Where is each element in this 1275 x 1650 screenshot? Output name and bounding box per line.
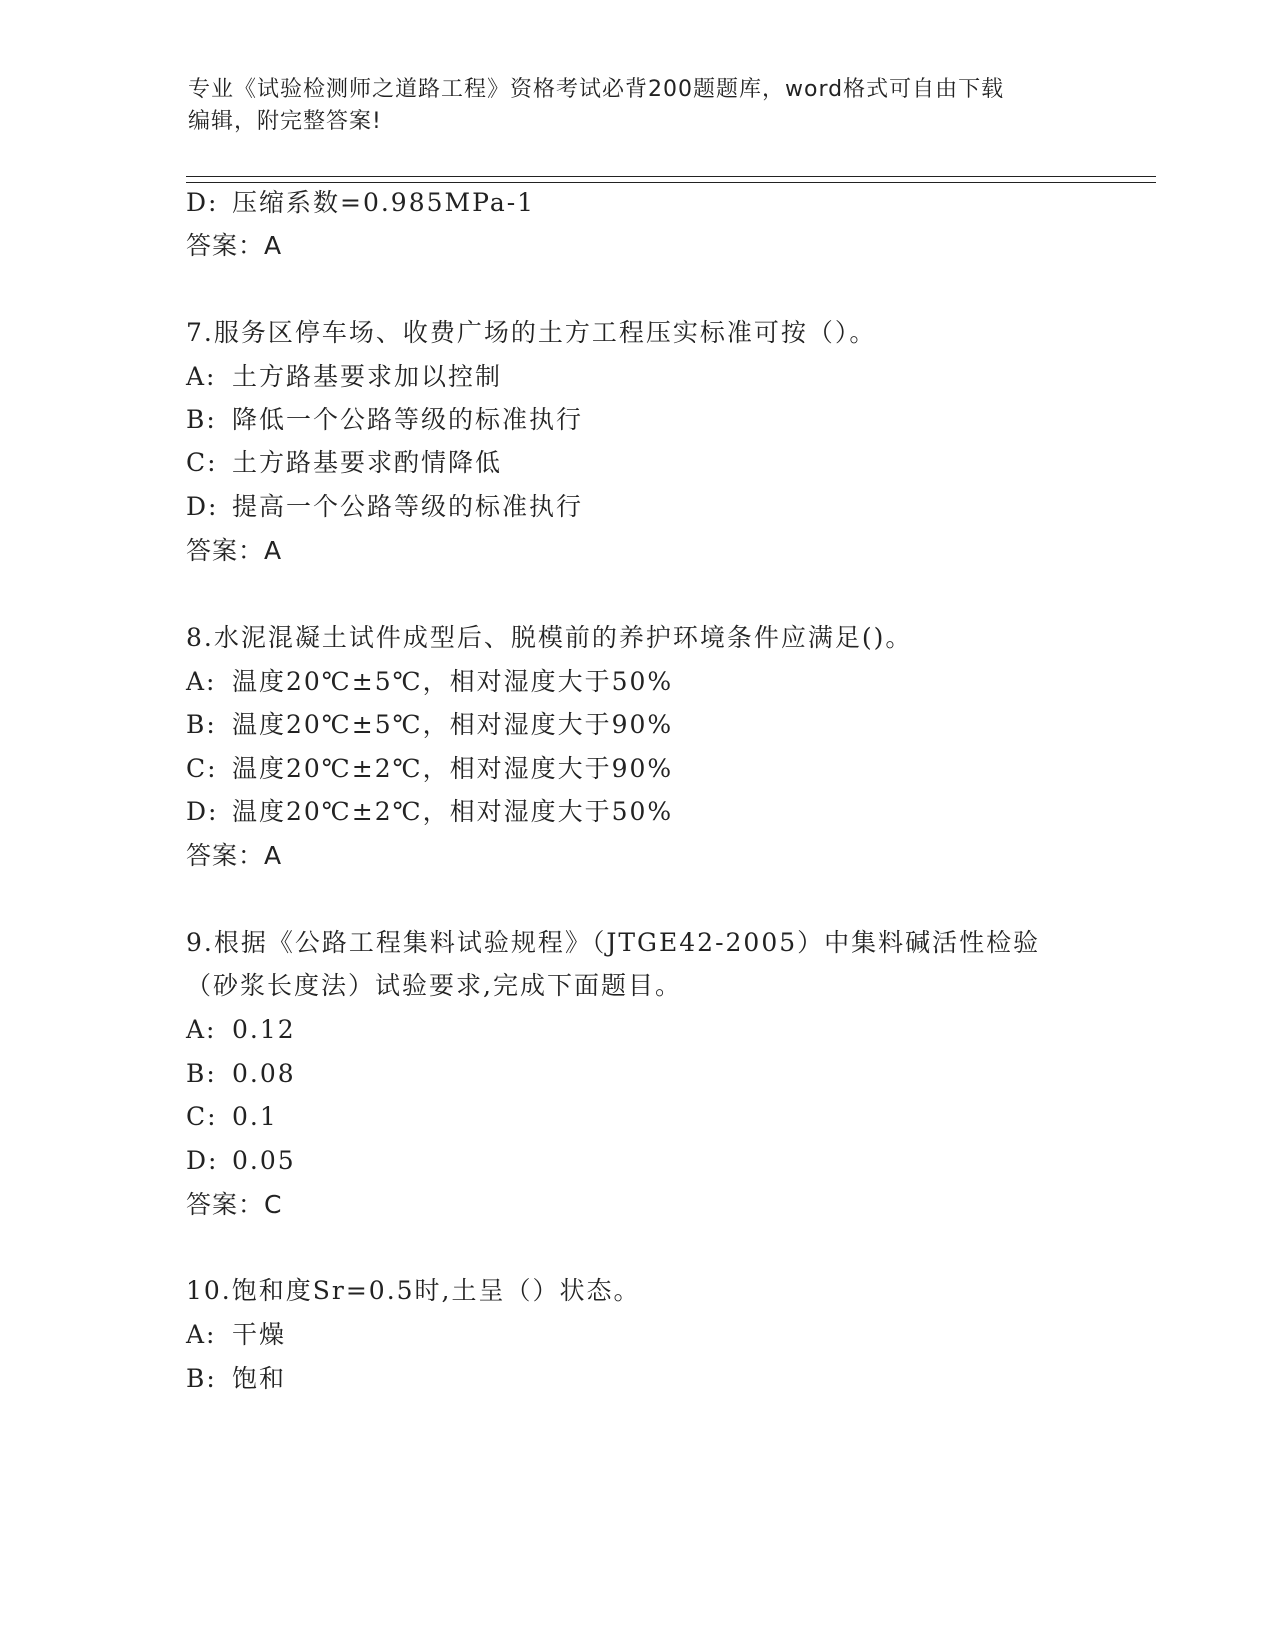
question-10-stem: 10.饱和度Sr=0.5时,土呈（）状态。: [186, 1276, 641, 1305]
option-text: 温度20℃±2℃，相对湿度大于90%: [232, 754, 674, 783]
option-label: C:: [186, 754, 218, 783]
question-7-stem: 7.服务区停车场、收费广场的土方工程压实标准可按（）。: [186, 318, 877, 347]
question-7-option-a: [186, 361, 502, 393]
question-8-option-d: [186, 796, 673, 828]
prev-answer: 答案：A: [186, 231, 283, 260]
question-7-answer: 答案：A: [186, 536, 283, 565]
option-text: 0.1: [232, 1102, 278, 1131]
document-header: [188, 74, 1068, 138]
option-text: 土方路基要求加以控制: [232, 362, 503, 391]
option-label: C:: [186, 448, 218, 477]
option-label: C:: [186, 1102, 218, 1131]
option-text: 温度20℃±5℃，相对湿度大于50%: [232, 667, 674, 696]
option-label: D:: [186, 188, 219, 217]
question-8-stem: 8.水泥混凝土试件成型后、脱模前的养护环境条件应满足()。: [186, 623, 913, 652]
option-text: 提高一个公路等级的标准执行: [232, 492, 584, 521]
option-label: D:: [186, 1146, 219, 1175]
option-label: B:: [186, 405, 217, 434]
option-text: 0.08: [232, 1059, 296, 1088]
option-label: A:: [186, 1320, 217, 1349]
option-text: 降低一个公路等级的标准执行: [232, 405, 584, 434]
question-9-option-c: [186, 1101, 278, 1133]
question-7-option-b: [186, 404, 583, 436]
question-9-stem-line-1: 9.根据《公路工程集料试验规程》（JTGE42-2005）中集料碱活性检验: [186, 928, 1041, 957]
question-8-option-c: [186, 753, 673, 785]
option-label: B:: [186, 1364, 217, 1393]
option-label: B:: [186, 710, 217, 739]
option-label: D:: [186, 492, 219, 521]
question-8-option-b: [186, 709, 673, 741]
option-label: B:: [186, 1059, 217, 1088]
question-8-answer: 答案：A: [186, 841, 283, 870]
option-label: A:: [186, 667, 217, 696]
question-9-option-a: [186, 1014, 296, 1046]
question-9-option-d: [186, 1145, 296, 1177]
option-text: 饱和: [232, 1364, 287, 1393]
option-label: A:: [186, 1015, 217, 1044]
question-9-stem-line-2: （砂浆长度法）试验要求,完成下面题目。: [186, 971, 682, 1000]
header-title-line-1: 专业《试验检测师之道路工程》资格考试必背200题题库，word格式可自由下载: [188, 77, 1005, 102]
option-text: 土方路基要求酌情降低: [232, 448, 503, 477]
option-label: A:: [186, 362, 217, 391]
option-text: 0.12: [232, 1015, 296, 1044]
header-double-rule: [186, 176, 1156, 183]
question-9-option-b: [186, 1058, 296, 1090]
question-7-option-c: [186, 447, 502, 479]
option-text: 温度20℃±2℃，相对湿度大于50%: [232, 797, 674, 826]
option-text: 温度20℃±5℃，相对湿度大于90%: [232, 710, 674, 739]
question-10-option-b: [186, 1363, 286, 1395]
option-text: 压缩系数=0.985MPa-1: [232, 188, 536, 217]
option-text: 0.05: [232, 1146, 296, 1175]
question-9-answer: 答案：C: [186, 1190, 283, 1219]
question-10-option-a: [186, 1319, 286, 1351]
prev-option-d: [186, 187, 535, 219]
option-text: 干燥: [232, 1320, 287, 1349]
question-7-option-d: [186, 491, 583, 523]
option-label: D:: [186, 797, 219, 826]
header-title-line-2: 编辑，附完整答案!: [188, 109, 382, 134]
question-8-option-a: [186, 666, 673, 698]
